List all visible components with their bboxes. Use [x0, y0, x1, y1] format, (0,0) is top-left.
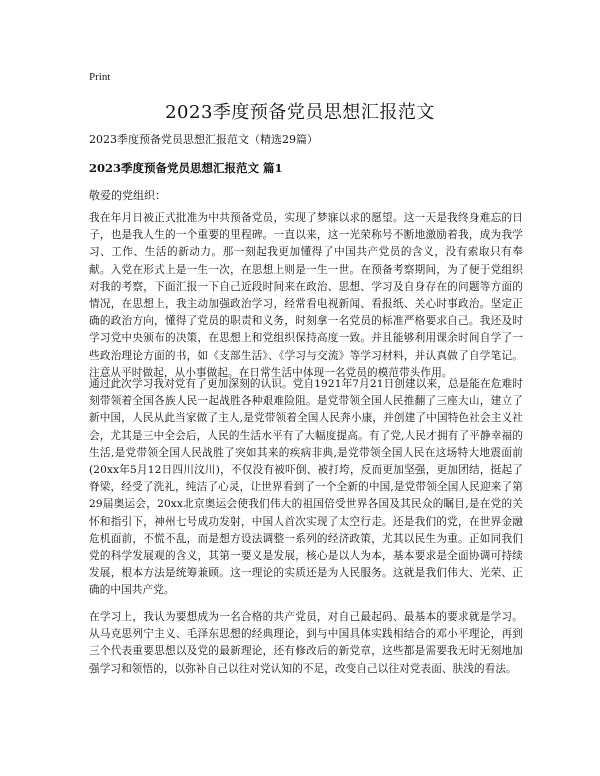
section-heading: 2023季度预备党员思想汇报范文 篇1 [89, 161, 283, 175]
page-title: 2023季度预备党员思想汇报范文 [165, 102, 435, 123]
paragraph-2: 通过此次学习我对党有了更加深刻的认识。党自1921年7月21日创建以来，总是能在危难时刻带领着全国各族人民一起战胜各种艰难险阻。是党带领全国人民推翻了三座大山，建立了新中国，人民从此当家做了主人,是党带领着全国人民奔小康，并创建了中国特色社会主义社会，尤其是三中全会后，人民的生活水平有了大幅度提高。有了党,人民才拥有了平静幸福的生活,是党带领全国人民战胜了突如其来的疾病非典,是党带领全国人民在这场特大地震面前(20xx年5月12日四川汶川)，不仅没有被吓倒、被打垮，反而更加坚强，更加团结，挺起了脊梁，经受了洗礼，纯洁了心灵，让世界看到了一个全新的中国,是党带领全国人民迎来了第29届奥运会，20xx北京奥运会使我们伟大的祖国倍受世界各国及其民众的瞩目,是在党的关怀和指引下，神州七号成功发射，中国人首次实现了太空行走。还是我们的党，在世界金融危机面前，不慌不乱，而是想方设法调整一系列的经济政策，尤其以民生为重。正如同我们党的科学发展观的含义，其第一要义是发展，核心是以人为本，基本要求是全面协调可持续发展，根本方法是统筹兼顾。这一理论的实质还是为人民服务。这就是我们伟大、光荣、正确的中国共产党。 [89, 378, 523, 597]
paragraph-1: 我在年月日被正式批准为中共预备党员，实现了梦寐以求的愿望。这一天是我终身难忘的日子，也是我人生的一个重要的里程碑。一直以来，这一光荣称号不断地激励着我，成为我学习、工作、生活的新动力。那一刻起我更加懂得了中国共产党员的含义，没有索取只有奉献。入党在形式上是一生一次，在思想上则是一生一世。在预备考察期间，为了便于党组织对我的考察，下面汇报一下自己近段时间来在政治、思想、学习及自身存在的问题等方面的情况，在思想上，我主动加强政治学习，经常看电视新闻、看报纸、关心时事政治。坚定正确的政治方向，懂得了党员的职责和义务，时刻拿一名党员的标准严格要求自己。我还及时学习党中央颁布的决策，在思想上和党组织保持高度一致。并且能够利用课余时间自学了一些政治理论方面的书，如《支部生活》、《学习与交流》等学习材料，并认真做了自学笔记。注意从平时做起，从小事做起。在日常生活中体现一名党员的模范带头作用。 [89, 212, 523, 379]
paragraph-3: 在学习上，我认为要想成为一名合格的共产党员，对自己最起码、最基本的要求就是学习。从马克思列宁主义、毛泽东思想的经典理论，到与中国具体实践相结合的邓小平理论，再到三个代表重要思想以及党的最新理论，还有修改后的新党章，这些都是需要我无时无刻地加强学习和领悟的，以弥补自己以往对党认知的不足，改变自己以往对党表面、肤浅的看法。 [89, 611, 523, 675]
print-link[interactable]: Print [89, 71, 111, 83]
document-subtitle: 2023季度预备党员思想汇报范文（精选29篇） [89, 133, 318, 146]
greeting: 敬爱的党组织： [89, 189, 166, 202]
